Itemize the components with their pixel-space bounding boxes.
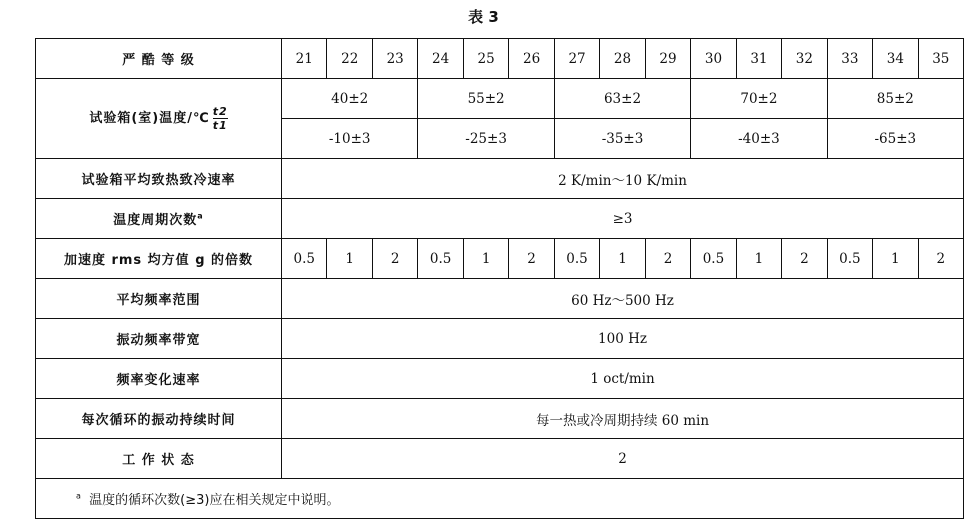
accel-row bbox=[36, 239, 964, 279]
row-value: 2 bbox=[282, 439, 964, 479]
row-value: 2 K/min～10 K/min bbox=[282, 159, 964, 199]
row-label: 工 作 状 态 bbox=[36, 439, 282, 479]
table-row bbox=[36, 199, 964, 239]
row-label-text: 温度周期次数 bbox=[113, 213, 198, 228]
row-value: 100 Hz bbox=[282, 319, 964, 359]
grade-cell: 23 bbox=[372, 39, 417, 79]
accel-cell: 2 bbox=[782, 239, 827, 279]
temp-lower-cell: -40±3 bbox=[691, 119, 827, 159]
accel-cell: 0.5 bbox=[554, 239, 599, 279]
grade-cell: 30 bbox=[691, 39, 736, 79]
temp-upper-cell: 70±2 bbox=[691, 79, 827, 119]
footnote-row bbox=[36, 479, 964, 519]
temp-upper-cell: 55±2 bbox=[418, 79, 554, 119]
accel-cell: 1 bbox=[327, 239, 372, 279]
accel-cell: 0.5 bbox=[827, 239, 872, 279]
grade-cell: 21 bbox=[282, 39, 327, 79]
table-row bbox=[36, 439, 964, 479]
temperature-upper-row bbox=[36, 79, 964, 119]
accel-cell: 2 bbox=[372, 239, 417, 279]
grade-cell: 24 bbox=[418, 39, 463, 79]
grade-cell: 26 bbox=[509, 39, 554, 79]
accel-cell: 2 bbox=[509, 239, 554, 279]
temp-lower-cell: -35±3 bbox=[554, 119, 690, 159]
temperature-label-text: 试验箱(室)温度/℃ bbox=[89, 111, 210, 126]
header-row bbox=[36, 39, 964, 79]
table-title: 表 3 bbox=[468, 8, 499, 26]
table-row bbox=[36, 159, 964, 199]
temp-lower-cell: -65±3 bbox=[827, 119, 963, 159]
table-row bbox=[36, 319, 964, 359]
accel-cell: 2 bbox=[918, 239, 963, 279]
row-label: 频率变化速率 bbox=[36, 359, 282, 399]
temp-upper-cell: 85±2 bbox=[827, 79, 963, 119]
row-value: ≥3 bbox=[282, 199, 964, 239]
row-value: 1 oct/min bbox=[282, 359, 964, 399]
accel-cell: 0.5 bbox=[282, 239, 327, 279]
temperature-label bbox=[36, 79, 282, 159]
grade-cell: 22 bbox=[327, 39, 372, 79]
grade-cell: 25 bbox=[463, 39, 508, 79]
temp-upper-cell: 63±2 bbox=[554, 79, 690, 119]
accel-cell: 2 bbox=[645, 239, 690, 279]
row-label: 试验箱平均致热致冷速率 bbox=[36, 159, 282, 199]
accel-cell: 0.5 bbox=[418, 239, 463, 279]
t2-over-t1 bbox=[213, 105, 228, 132]
grade-cell: 32 bbox=[782, 39, 827, 79]
accel-cell: 1 bbox=[600, 239, 645, 279]
grade-cell: 28 bbox=[600, 39, 645, 79]
row-label bbox=[36, 199, 282, 239]
temp-lower-cell: -10±3 bbox=[282, 119, 418, 159]
grade-cell: 29 bbox=[645, 39, 690, 79]
grade-cell: 27 bbox=[554, 39, 599, 79]
accel-cell: 1 bbox=[873, 239, 918, 279]
footnote-ref: a bbox=[197, 211, 204, 221]
grade-cell: 35 bbox=[918, 39, 963, 79]
footnote-text: 温度的循环次数(≥3)应在相关规定中说明。 bbox=[89, 493, 340, 508]
row-label: 每次循环的振动持续时间 bbox=[36, 399, 282, 439]
table-row bbox=[36, 359, 964, 399]
temp-lower-cell: -25±3 bbox=[418, 119, 554, 159]
accel-label: 加速度 rms 均方值 g 的倍数 bbox=[36, 239, 282, 279]
row-value: 每一热或冷周期持续 60 min bbox=[282, 399, 964, 439]
accel-cell: 1 bbox=[736, 239, 781, 279]
header-label: 严 酷 等 级 bbox=[36, 39, 282, 79]
row-label: 振动频率带宽 bbox=[36, 319, 282, 359]
t1: t1 bbox=[212, 119, 228, 132]
table-row bbox=[36, 399, 964, 439]
row-value: 60 Hz～500 Hz bbox=[282, 279, 964, 319]
accel-cell: 0.5 bbox=[691, 239, 736, 279]
severity-table bbox=[35, 38, 964, 519]
table-row bbox=[36, 279, 964, 319]
grade-cell: 31 bbox=[736, 39, 781, 79]
footnote-mark: a bbox=[76, 491, 81, 501]
footnote bbox=[36, 479, 964, 519]
row-label: 平均频率范围 bbox=[36, 279, 282, 319]
grade-cell: 33 bbox=[827, 39, 872, 79]
t2: t2 bbox=[212, 105, 228, 118]
accel-cell: 1 bbox=[463, 239, 508, 279]
grade-cell: 34 bbox=[873, 39, 918, 79]
temp-upper-cell: 40±2 bbox=[282, 79, 418, 119]
